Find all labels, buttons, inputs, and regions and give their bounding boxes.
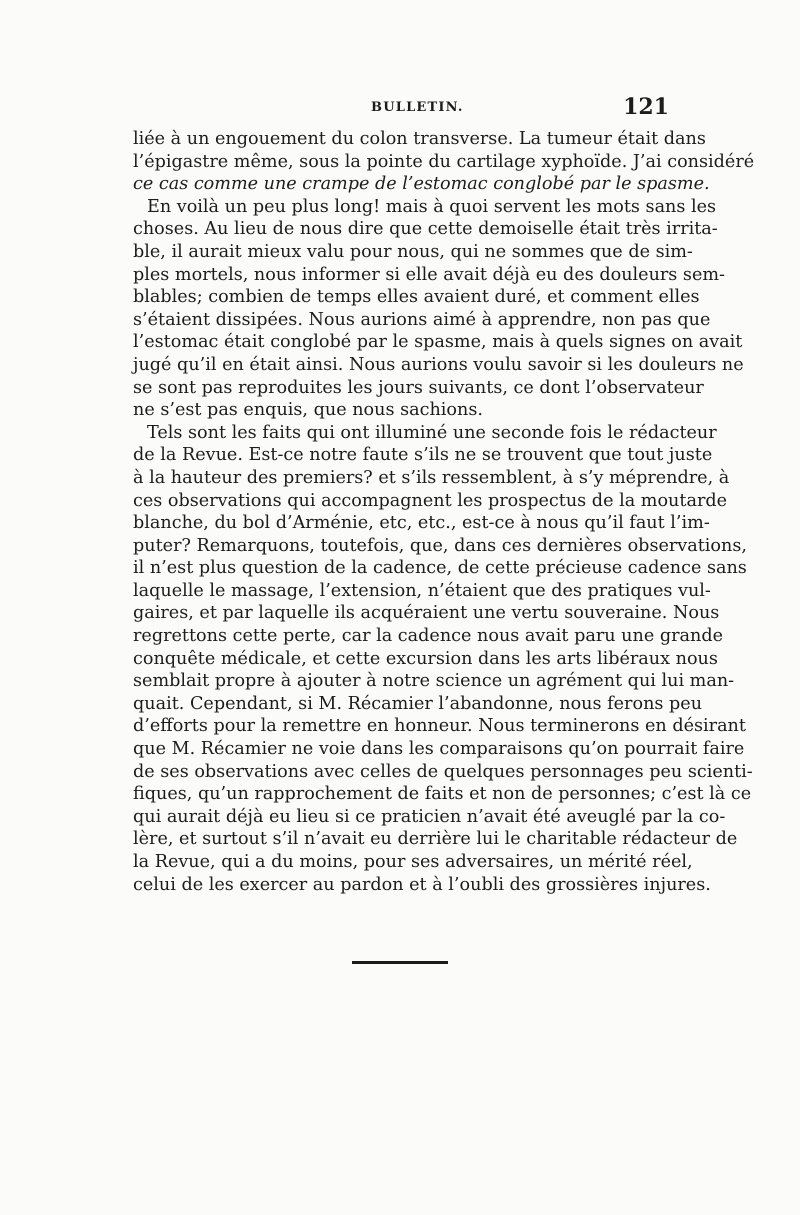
section-rule (352, 961, 448, 964)
text-line: choses. Au lieu de nous dire que cette demoiselle était très irrita- (133, 219, 718, 240)
text-line: quait. Cependant, si M. Récamier l’abandonne, nous ferons peu (133, 693, 703, 714)
text-line: ne s’est pas enquis, que nous sachions. (133, 400, 483, 421)
text-line: d’efforts pour la remettre en honneur. Nous terminerons en désirant (133, 716, 746, 737)
text-line: puter? Remarquons, toutefois, que, dans ces dernières observations, (133, 535, 747, 556)
text-line: qui aurait déjà eu lieu si ce praticien n’avait été aveuglé par la co- (133, 806, 726, 827)
text-line: que M. Récamier ne voie dans les comparaisons qu’on pourrait faire (133, 739, 745, 760)
text-line: la Revue, qui a du moins, pour ses adversaires, un mérité réel, (133, 852, 693, 872)
text-line: celui de les exercer au pardon et à l’oubli des grossières injures. (133, 874, 711, 895)
text-line: Tels sont les faits qui ont illuminé une seconde fois le rédacteur (147, 422, 717, 443)
text-line: gaires, et par laquelle ils acquéraient une vertu souveraine. Nous (133, 603, 720, 624)
text-line: semblait propre à ajouter à notre science un agrément qui lui man- (133, 671, 735, 692)
text-line: de ses observations avec celles de quelques personnages peu scienti- (133, 761, 753, 782)
text-line: l’estomac était conglobé par le spasme, mais à quels signes on avait (133, 332, 743, 353)
text-line: lère, et surtout s’il n’avait eu derrière lui le charitable rédacteur de (133, 829, 738, 850)
text-line: regrettons cette perte, car la cadence nous avait paru une grande (133, 626, 724, 647)
text-line: l’épigastre même, sous la pointe du cartilage xyphoïde. J’ai considéré (133, 151, 755, 172)
text-line: à la hauteur des premiers? et s’ils ressemblent, à s’y méprendre, à (133, 467, 730, 488)
page-number: 121 (623, 94, 669, 120)
text-line: blables; combien de temps elles avaient duré, et comment elles (133, 287, 700, 308)
text-line: ces observations qui accompagnent les prospectus de la moutarde (133, 490, 728, 511)
text-line: s’étaient dissipées. Nous aurions aimé à apprendre, non pas que (133, 309, 711, 330)
text-line: ples mortels, nous informer si elle avait déjà eu des douleurs sem- (133, 264, 726, 285)
text-line: de la Revue. Est-ce notre faute s’ils ne se trouvent que tout juste (133, 445, 713, 466)
text-line: fiques, qu’un rapprochement de faits et non de personnes; c’est là ce (133, 784, 752, 805)
text-line: se sont pas reproduites les jours suivants, ce dont l’observateur (133, 377, 704, 398)
text-line: En voilà un peu plus long! mais à quoi servent les mots sans les (147, 196, 717, 217)
text-line: liée à un engouement du colon transverse. La tumeur était dans (133, 129, 706, 149)
text-line: ce cas comme une crampe de l’estomac conglobé par le spasme. (133, 174, 710, 195)
text-line: laquelle le massage, l’extension, n’étaient que des pratiques vul- (133, 580, 711, 601)
text-line: ble, il aurait mieux valu pour nous, qui ne sommes que de sim- (133, 241, 693, 262)
page-header (133, 96, 669, 120)
text-line: il n’est plus question de la cadence, de cette précieuse cadence sans (133, 558, 747, 579)
text-line: jugé qu’il en était ainsi. Nous aurions voulu savoir si les douleurs ne (133, 354, 744, 375)
body-text (133, 128, 755, 896)
running-title: BULLETIN. (371, 100, 464, 115)
text-line: blanche, du bol d’Arménie, etc, etc., est-ce à nous qu’il faut l’im- (133, 513, 710, 534)
text-line: conquête médicale, et cette excursion dans les arts libéraux nous (133, 648, 718, 669)
